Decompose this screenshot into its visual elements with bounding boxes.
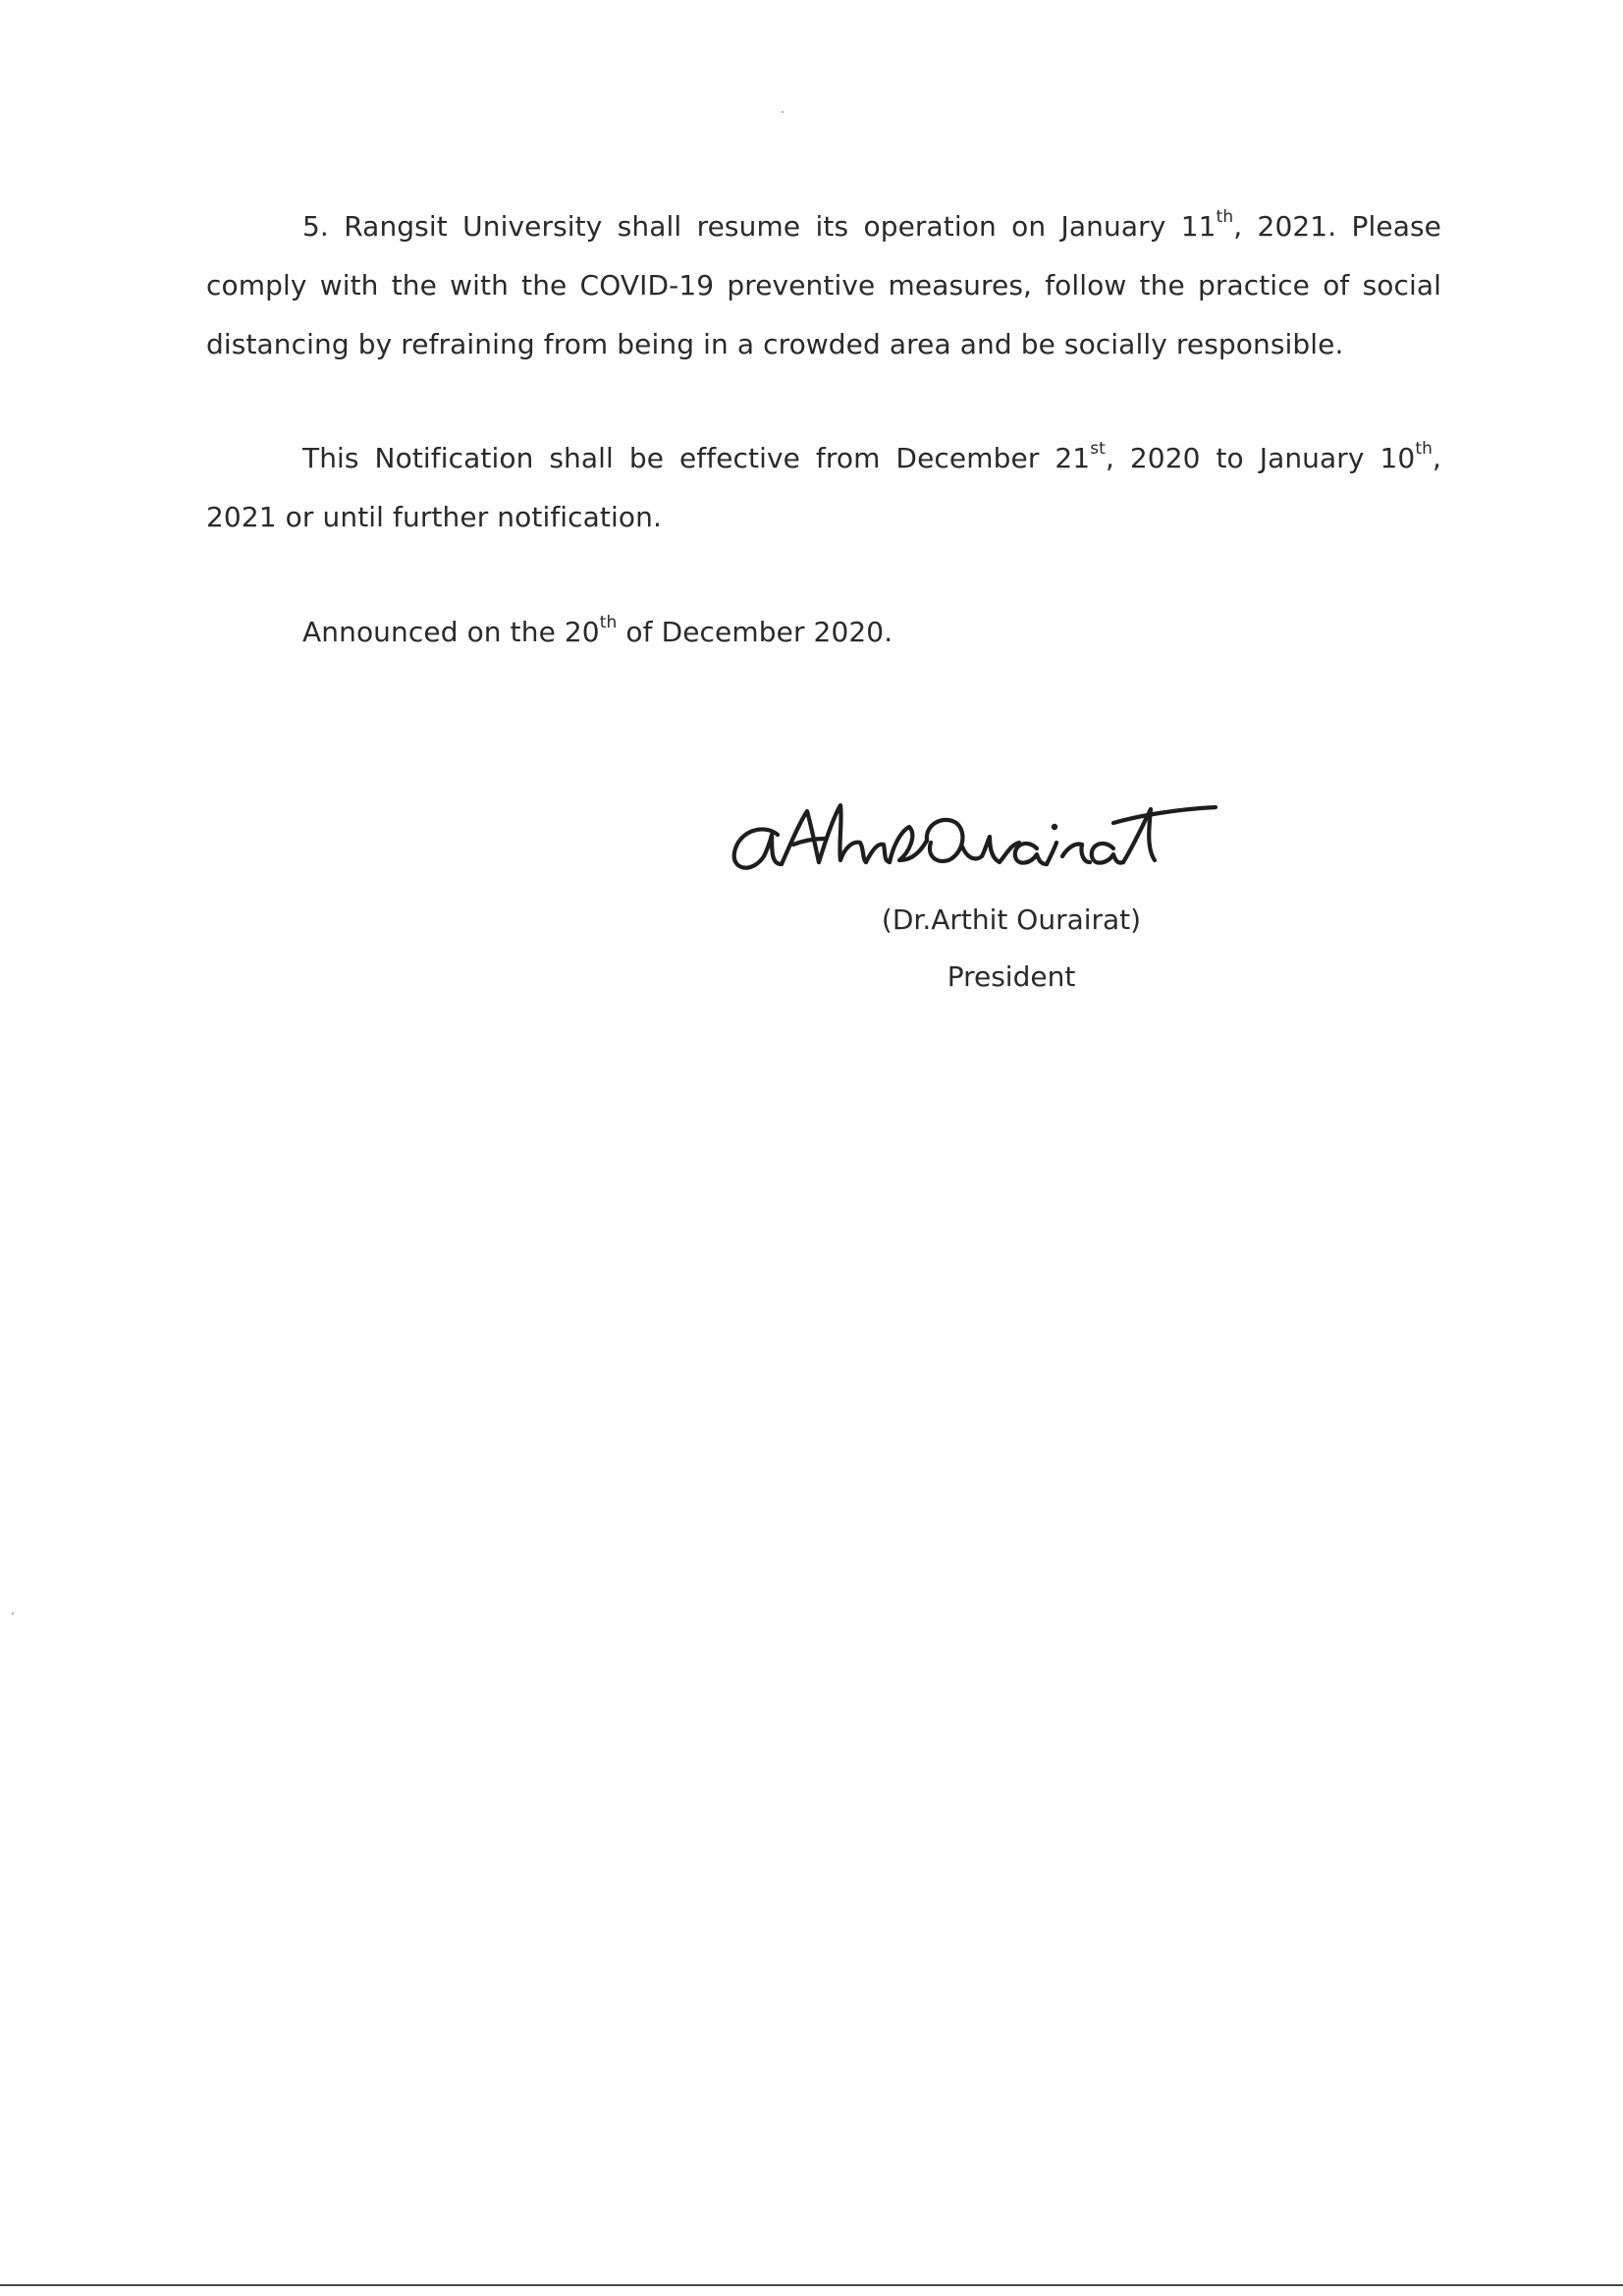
handwritten-signature [717, 766, 1227, 894]
scan-speck [782, 111, 784, 113]
ordinal-suffix: st [1090, 438, 1106, 459]
effective-text-2: , 2020 to January 10 [1105, 442, 1416, 474]
ordinal-suffix: th [1216, 206, 1234, 227]
ordinal-suffix: th [1415, 438, 1433, 459]
scan-speck [12, 1613, 14, 1614]
paragraph-resume-operation [206, 197, 1441, 374]
signatory-title: President [947, 960, 1076, 993]
ordinal-suffix: th [599, 612, 618, 632]
announced-text-1: Announced on the 20 [302, 616, 600, 648]
effective-text-1: This Notification shall be effective from December 21 [302, 442, 1091, 474]
paragraph-5-text-2: , 2021. Please comply with the with the COVID-19 preventive measures, follow the practice of social distancing by refraining from being in a crowded area and be socially responsible. [206, 210, 1441, 360]
announcement-date-line [206, 603, 1441, 662]
signatory-name: (Dr.Arthit Ourairat) [881, 903, 1142, 936]
paragraph-effective-period [206, 429, 1441, 547]
scan-edge-line [0, 2284, 1623, 2286]
signature-block [687, 766, 1142, 1021]
effective-text-3: , 2021 or until further notification. [206, 442, 1441, 533]
announced-text-2: of December 2020. [617, 616, 893, 648]
paragraph-5-text-1: 5. Rangsit University shall resume its operation on January 11 [302, 210, 1217, 243]
